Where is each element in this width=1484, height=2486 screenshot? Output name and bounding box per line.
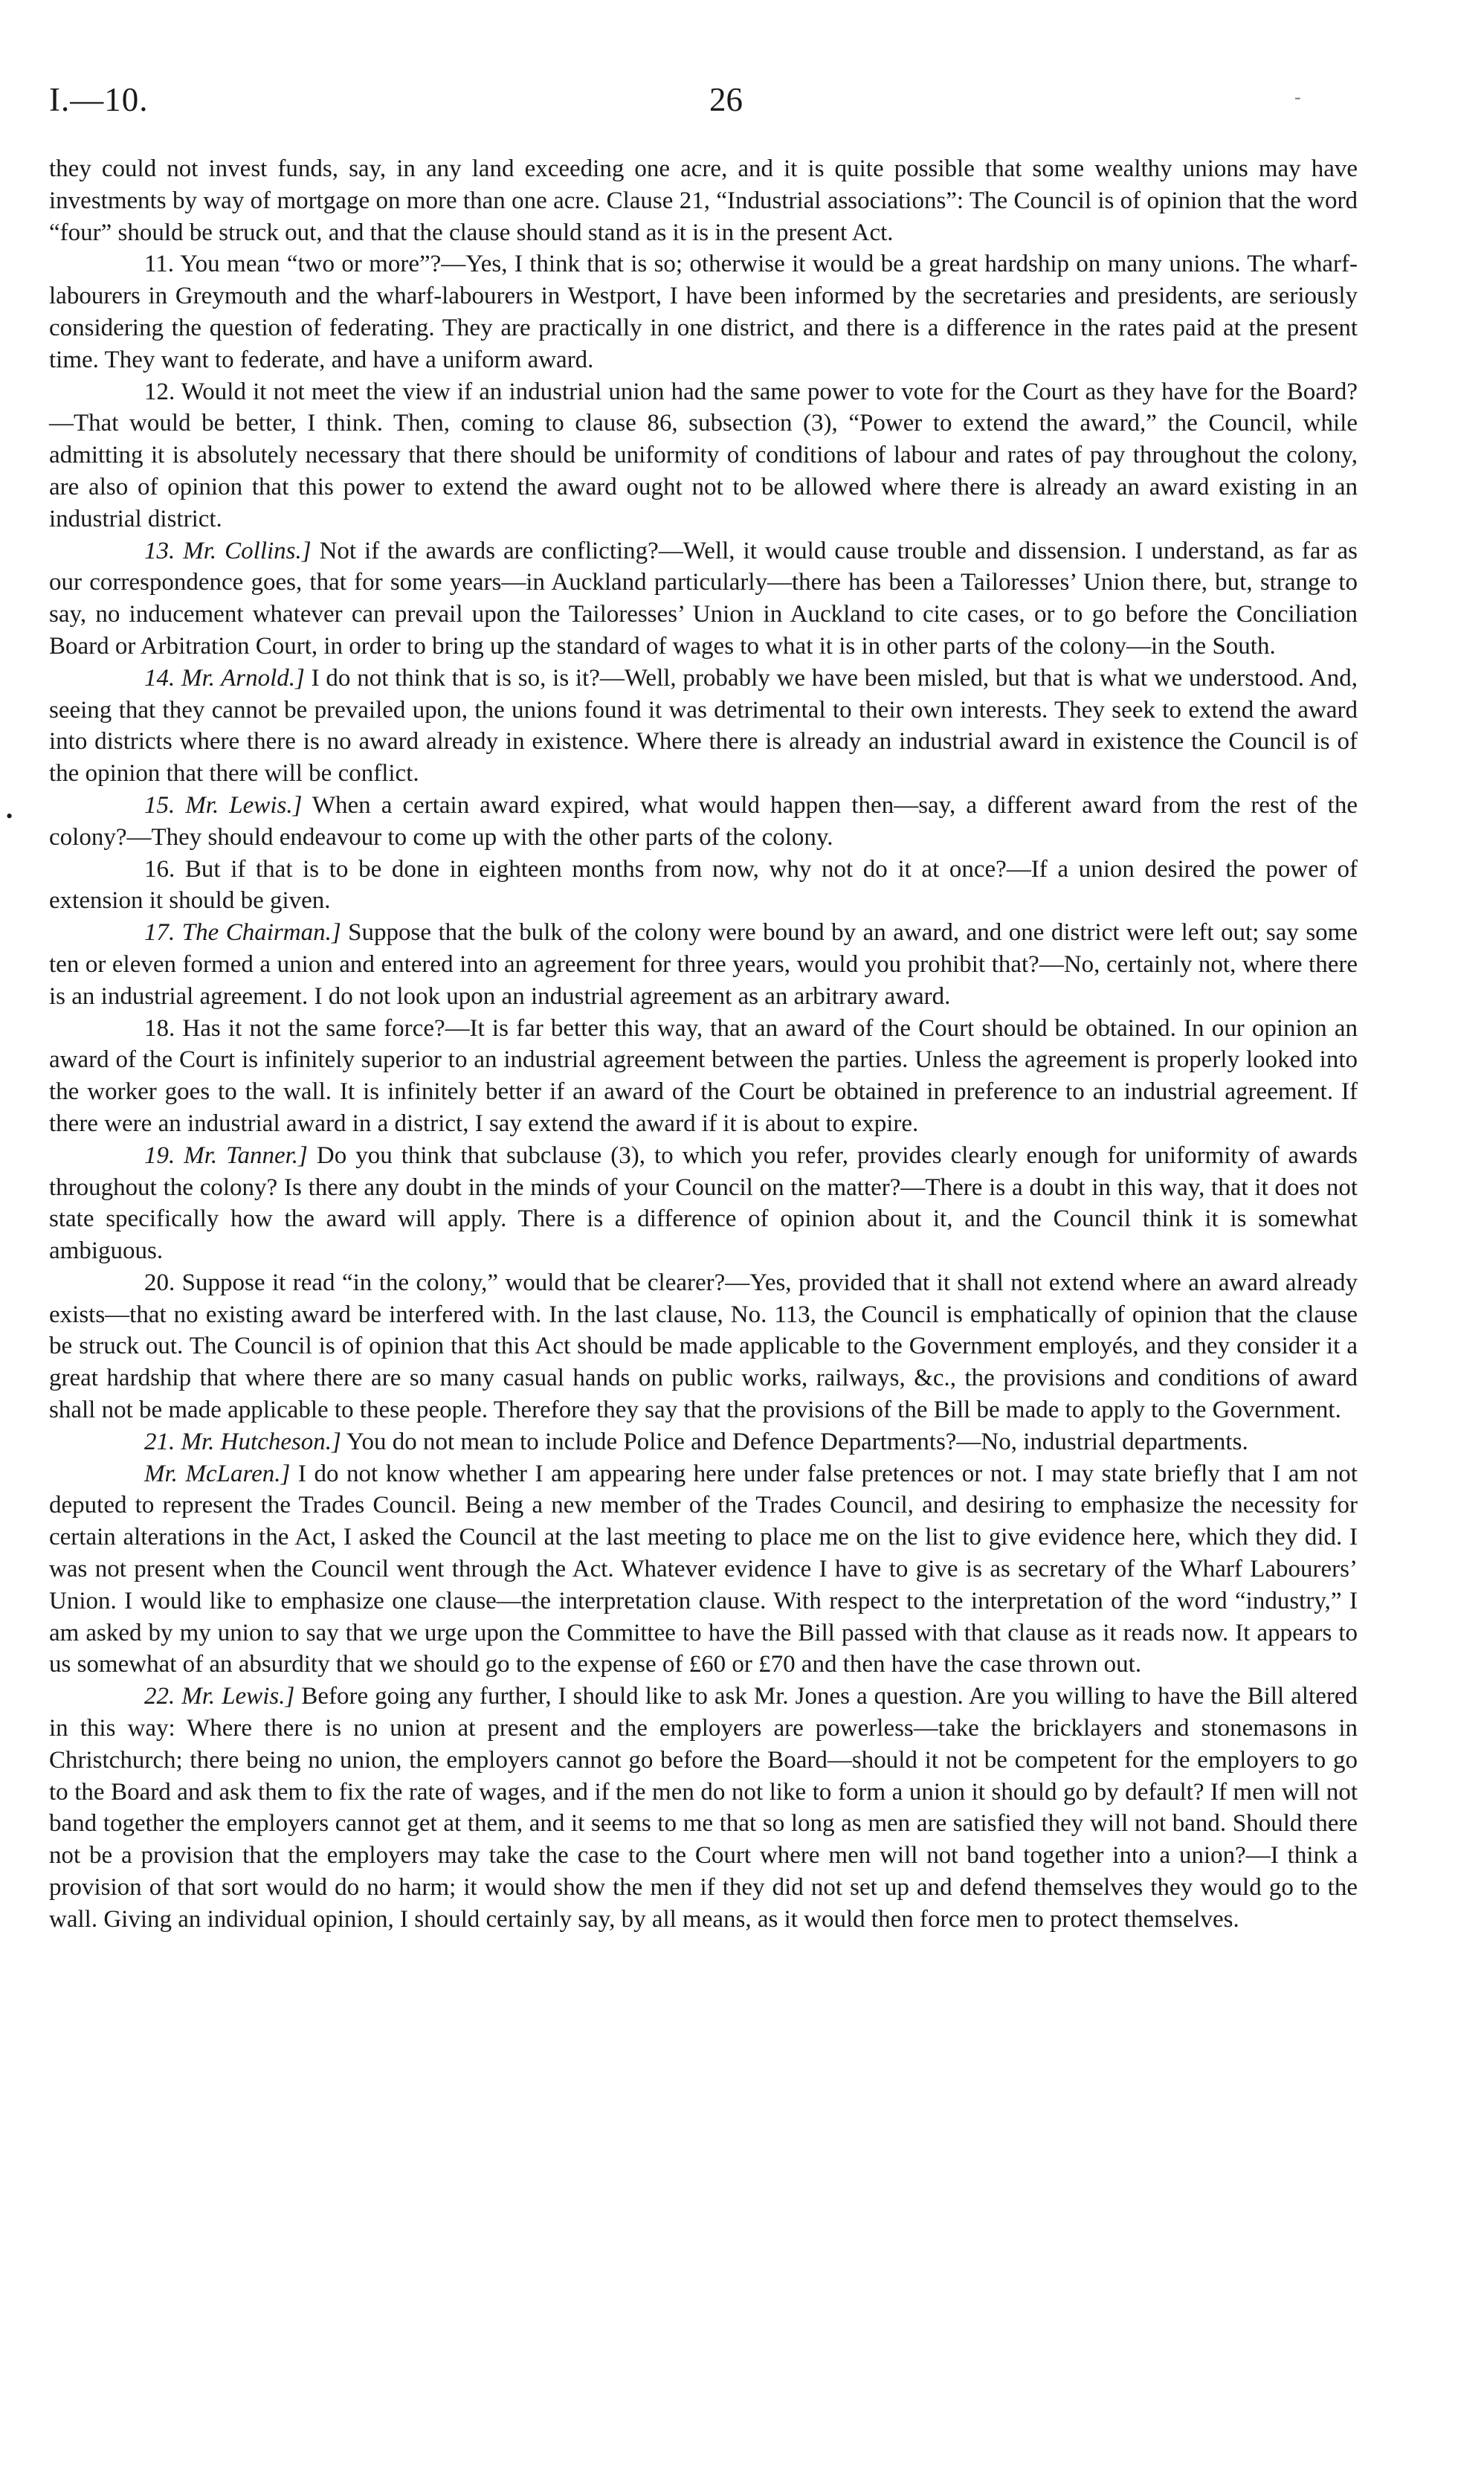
paragraph-q11	[49, 248, 1358, 376]
paragraph-q14	[49, 663, 1358, 790]
paragraph-text: 18. Has it not the same force?—It is far better this way, that an award of the Court should be obtained. In our opinion an award of the Court is infinitely superior to an industrial agreement between the parties. Unless the agreement is properly looked into the worker goes to the wall. It is infinitely better if an award of the Court be obtained in preference to an industrial agreement. If there were an industrial award in a district, I say extend the award if it is about to expire.	[49, 1014, 1358, 1137]
paragraph-q21	[49, 1426, 1358, 1458]
paragraph-text: 16. But if that is to be done in eighteen months from now, why not do it at once?—If a union desired the power of extension it should be given.	[49, 855, 1358, 915]
paragraph-q20	[49, 1267, 1358, 1426]
paragraph-text: When a certain award expired, what would happen then—say, a different award from the rest of the colony?—They should endeavour to come up with the other parts of the colony.	[49, 791, 1358, 851]
paragraph-text: Before going any further, I should like to ask Mr. Jones a question. Are you willing to have the Bill altered in this way: Where there is no union at present and the employers are powerless—take the bricklayers and stonemasons in Christchurch; there being no union, the employers cannot go before the Board—should it not be competent for the employers to go to the Board and ask them to fix the rate of wages, and if the men do not like to form a union it should go by default? If men will not band together the employers cannot get at them, and it seems to me that so long as men are satisfied they will not band. Should there not be a provision that the employers may take the case to the Court where men will not band together into a union?—I think a provision of that sort would do no harm; it would show the men if they did not set up and defend themselves they would go to the wall. Giving an individual opinion, I should certainly say, by all means, as it would then force men to protect themselves.	[49, 1683, 1358, 1933]
margin-dot: •	[6, 805, 13, 827]
paragraph-text: I do not know whether I am appearing here under false pretences or not. I may state briefly that I am not deputed to represent the Trades Council. Being a new member of the Trades Council, and desiring to emphasize the necessity for certain alterations in the Act, I asked the Council at the last meeting to place me on the list to give evidence here, which they did. I was not present when the Council went through the Act. Whatever evidence I have to give is as secretary of the Wharf Labourers’ Union. I would like to emphasize one clause—the interpretation clause. With respect to the interpretation of the word “industry,” I am asked by my union to say that we urge upon the Committee to have the Bill passed with that clause as it reads now. It appears to us somewhat of an absurdity that we should go to the expense of £60 or £70 and then have the case thrown out.	[49, 1460, 1358, 1678]
paragraph-q17	[49, 917, 1358, 1012]
paragraph-text: 20. Suppose it read “in the colony,” would that be clearer?—Yes, provided that it shall not extend where an award already exists—that no existing award be interfered with. In the last clause, No. 113, the Council is emphatically of opinion that the clause be struck out. The Council is of opinion that this Act should be made applicable to the Government employés, and they consider it a great hardship that where there are so many casual hands on public works, railways, &c., the provisions and conditions of award shall not be made applicable to these people. Therefore they say that the provisions of the Bill be made to apply to the Government.	[49, 1269, 1358, 1424]
speaker-label: 13. Mr. Collins.]	[144, 537, 312, 564]
speaker-label: Mr. McLaren.]	[144, 1460, 291, 1487]
paragraph-q16	[49, 854, 1358, 918]
paragraph-q13	[49, 535, 1358, 663]
paragraph-text: 11. You mean “two or more”?—Yes, I think that is so; otherwise it would be a great hardship on many unions. The wharf-labourers in Greymouth and the wharf-labourers in Westport, I have been informed by the secretaries and presidents, are seriously considering the question of federating. They are practically in one district, and there is a difference in the rates paid at the present time. They want to federate, and have a uniform award.	[49, 251, 1358, 373]
paragraph-continuation	[49, 153, 1358, 248]
paragraph-text: they could not invest funds, say, in any land exceeding one acre, and it is quite possible that some wealthy unions may have investments by way of mortgage on more than one acre. Clause 21, “Industrial associations”: The Council is of opinion that the word “four” should be struck out, and that the clause should stand as it is in the present Act.	[49, 155, 1358, 246]
paragraph-q18	[49, 1013, 1358, 1140]
document-reference: I.—10.	[49, 81, 149, 118]
margin-mark: -	[1294, 86, 1301, 108]
speaker-label: 21. Mr. Hutcheson.]	[144, 1428, 341, 1455]
paragraph-text: You do not mean to include Police and Defence Departments?—No, industrial departments.	[341, 1428, 1248, 1455]
paragraph-text: Suppose that the bulk of the colony were bound by an award, and one district were left out; say some ten or eleven formed a union and entered into an agreement for three years, would you prohibit that?—No, certainly not, where there is an industrial agreement. I do not look upon an industrial agreement as an arbitrary award.	[49, 919, 1358, 1010]
speaker-label: 15. Mr. Lewis.]	[144, 791, 303, 819]
paragraph-text: Not if the awards are conflicting?—Well, it would cause trouble and dissension. I understand, as far as our correspondence goes, that for some years—in Auckland particularly—there has been a Tailoresses’ Union there, but, strange to say, no inducement whatever can prevail upon the Tailoresses’ Union in Auckland to cite cases, or to go before the Conciliation Board or Arbitration Court, in order to bring up the standard of wages to what it is in other parts of the colony—in the South.	[49, 537, 1358, 660]
paragraph-mclaren	[49, 1458, 1358, 1681]
paragraph-q12	[49, 376, 1358, 535]
paragraph-q15	[49, 790, 1358, 854]
paragraph-q19	[49, 1140, 1358, 1267]
page-header	[49, 80, 1358, 125]
speaker-label: 17. The Chairman.]	[144, 919, 341, 947]
page-number: 26	[709, 81, 743, 118]
paragraph-text: 12. Would it not meet the view if an industrial union had the same power to vote for the Court as they have for the Board?—That would be better, I think. Then, coming to clause 86, subsection (3), “Power to extend the award,” the Council, while admitting it is absolutely necessary that there should be uniformity of conditions of labour and rates of pay throughout the colony, are also of opinion that this power to extend the award ought not to be allowed where there is already an award existing in an industrial district.	[49, 378, 1358, 532]
paragraph-text: Do you think that subclause (3), to which you refer, provides clearly enough for uniformity of awards throughout the colony? Is there any doubt in the minds of your Council on the matter?—There is a doubt in this way, that it does not state specifically how the award will apply. There is a difference of opinion about it, and the Council think it is somewhat ambiguous.	[49, 1141, 1358, 1265]
speaker-label: 14. Mr. Arnold.]	[144, 664, 305, 692]
speaker-label: 19. Mr. Tanner.]	[144, 1141, 308, 1169]
paragraph-text: I do not think that is so, is it?—Well, probably we have been misled, but that is what we understood. And, seeing that they cannot be prevailed upon, the unions found it was detrimental to their own interests. They seek to extend the award into districts where there is no award already in existence. Where there is already an industrial award in existence the Council is of the opinion that there will be conflict.	[49, 664, 1358, 788]
speaker-label: 22. Mr. Lewis.]	[144, 1683, 295, 1710]
paragraph-q22	[49, 1681, 1358, 1935]
document-body	[49, 153, 1358, 1936]
